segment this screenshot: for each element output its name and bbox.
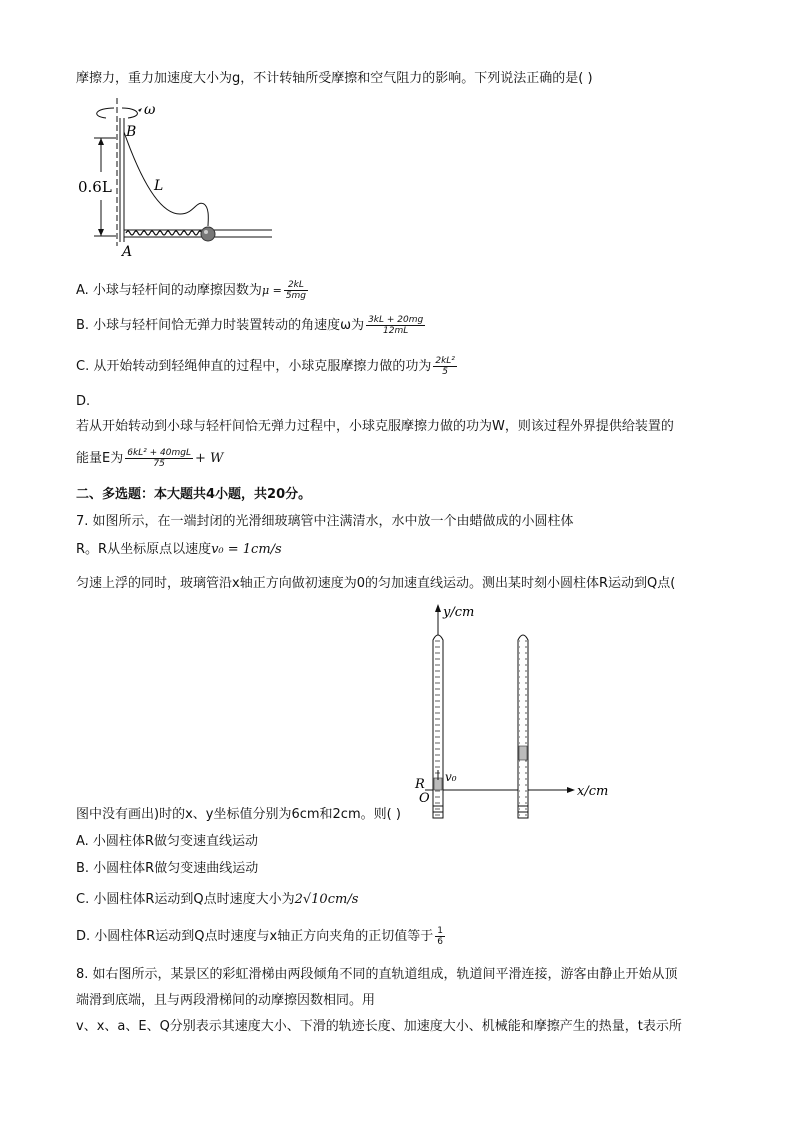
point-a-label: A xyxy=(122,244,133,260)
point-b-label: B xyxy=(126,124,137,140)
section-heading: 二、多选题：本大题共4小题，共20分。 xyxy=(76,487,312,502)
q8-stem-line3: v、x、a、E、Q分别表示其速度大小、下滑的轨迹长度、加速度大小、机械能和摩擦产生的热量，t表示所 xyxy=(76,1019,682,1034)
glass-tube-figure xyxy=(405,600,625,822)
origin-label: O xyxy=(419,791,430,806)
q7-stem-line4: 图中没有画出)时的x、y坐标值分别为6cm和2cm。则( ) xyxy=(76,807,401,822)
q8-stem-line2: 端滑到底端，且与两段滑梯间的动摩擦因数相同。用 xyxy=(76,993,376,1008)
q7-stem-line3: 匀速上浮的同时，玻璃管沿x轴正方向做初速度为0的匀加速直线运动。测出某时刻小圆柱体R运动到Q点( xyxy=(76,576,676,591)
rope-label: L xyxy=(154,178,164,194)
intro-text: 摩擦力，重力加速度大小为g，不计转轴所受摩擦和空气阻力的影响。下列说法正确的是( ) xyxy=(76,71,593,86)
v0-label: v₀ xyxy=(445,770,457,784)
q6-option-d-energy: 能量E为 $\frac{\text{6kL² + 40mgL}}{75}$ + W xyxy=(76,448,224,469)
q7-stem-line2: R。R从坐标原点以速度v₀ = 1cm/s xyxy=(76,542,282,557)
height-label: 0.6L xyxy=(78,178,112,196)
q8-stem-line1: 8. 如右图所示，某景区的彩虹滑梯由两段倾角不同的直轨道组成，轨道间平滑连接，游客由静止开始从顶 xyxy=(76,967,678,982)
q7-option-c: C. 小圆柱体R运动到Q点时速度大小为2√10cm/s xyxy=(76,892,359,907)
omega-label: ω xyxy=(144,102,156,118)
q7-option-d: D. 小圆柱体R运动到Q点时速度与x轴正方向夹角的正切值等于 $\frac{1}{6}$ xyxy=(76,926,443,947)
rotating-rod-figure xyxy=(76,96,276,261)
q6-option-d-text: 若从开始转动到小球与轻杆间恰无弹力过程中，小球克服摩擦力做的功为W，则该过程外界提供给装置的 xyxy=(76,419,674,434)
q6-option-b: B. 小球与轻杆间恰无弹力时装置转动的角速度ω为 $\frac{3kL + 20mg}{12mL}$ xyxy=(76,315,424,336)
q6-option-a: A. 小球与轻杆间的动摩擦因数为μ = $\frac{2kL}{5mg}$ xyxy=(76,280,307,301)
q6-option-d-label: D. xyxy=(76,394,91,409)
r-label: R xyxy=(415,777,425,792)
x-axis-label: x/cm xyxy=(577,784,609,799)
q7-option-a: A. 小圆柱体R做匀变速直线运动 xyxy=(76,834,258,849)
q7-stem-line1: 7. 如图所示，在一端封闭的光滑细玻璃管中注满清水，水中放一个由蜡做成的小圆柱体 xyxy=(76,514,574,529)
q6-option-c: C. 从开始转动到轻绳伸直的过程中，小球克服摩擦力做的功为 $\frac{\text{2kL²}}{5}$ xyxy=(76,356,455,377)
y-axis-label: y/cm xyxy=(443,605,475,620)
q7-option-b: B. 小圆柱体R做匀变速曲线运动 xyxy=(76,861,259,876)
